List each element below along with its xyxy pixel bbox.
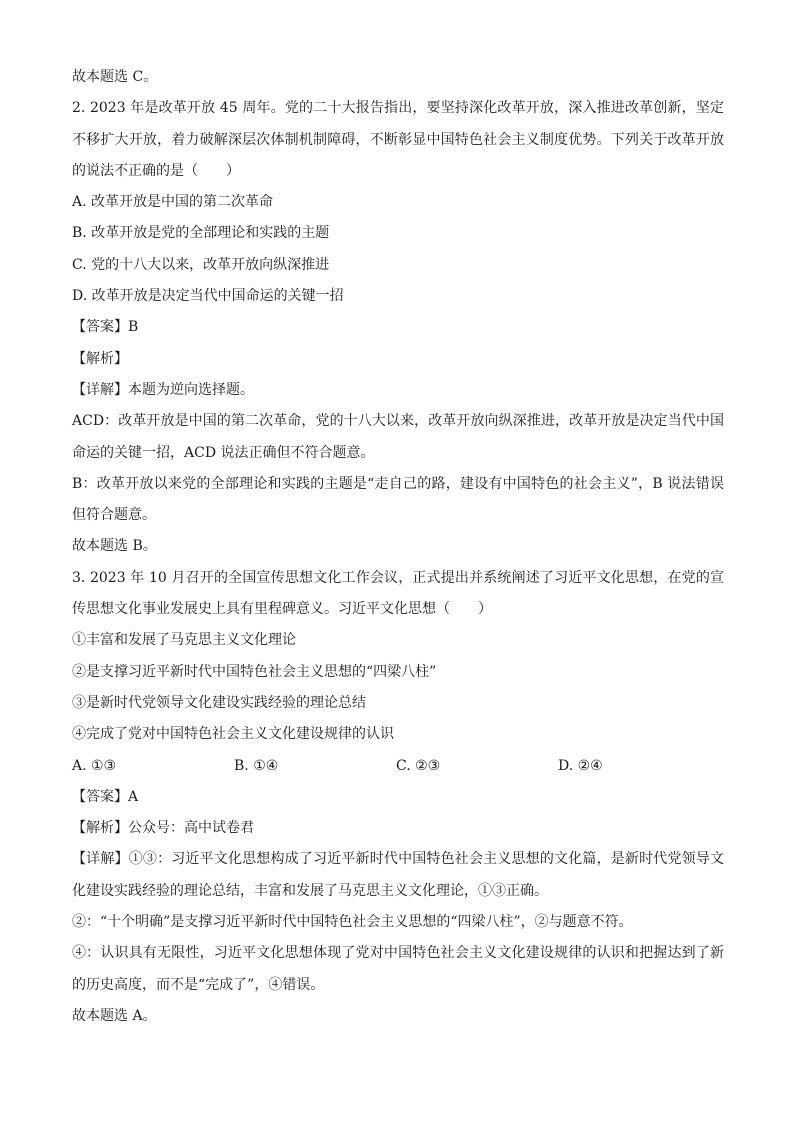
q2-answer: 【答案】B	[72, 319, 139, 336]
q3-detail-13: 【详解】①③：习近平文化思想构成了习近平新时代中国特色社会主义思想的文化篇，是新时代党领导文化建设实践经验的理论总结，丰富和发展了马克思主义文化理论，①③正确。	[72, 851, 724, 899]
q2-stem: 2. 2023 年是改革开放 45 周年。党的二十大报告指出，要坚持深化改革开放，深入推进改革创新，坚定不移扩大开放，着力破解深层次体制机制障碍，不断彰显中国特色社会主义制度优势。下列关于改革开放的说法不正确的是（ ）	[72, 100, 724, 179]
q3-stem: 3. 2023 年 10 月召开的全国宣传思想文化工作会议，正式提出并系统阐述了习近平文化思想，在党的宣传思想文化事业发展史上具有里程碑意义。习近平文化思想（ ）	[72, 569, 724, 618]
q3-analysis-label: 【解析】公众号：高中试卷君	[72, 820, 254, 837]
q2-option-b: B. 改革开放是党的全部理论和实践的主题	[72, 225, 330, 242]
q3-detail-2: ②：“十个明确”是支撑习近平新时代中国特色社会主义思想的“四梁八柱”，②与题意不符。	[72, 914, 633, 931]
q3-options	[72, 751, 724, 782]
q1-conclusion: 故本题选 C。	[72, 69, 158, 85]
q2-option-a: A. 改革开放是中国的第二次革命	[72, 194, 274, 211]
q3-detail-4: ④：认识具有无限性，习近平文化思想体现了党对中国特色社会主义文化建设规律的认识和把握达到了新的历史高度，而不是“完成了”，④错误。	[72, 945, 724, 993]
q2-detail-b: B：改革开放以来党的全部理论和实践的主题是“走自己的路，建设有中国特色的社会主义”，B 说法错误但符合题意。	[72, 475, 724, 524]
q3-option-b: B. ①④	[234, 757, 279, 774]
q2-analysis-label: 【解析】	[72, 350, 128, 367]
q3-statement-3: ③是新时代党领导文化建设实践经验的理论总结	[72, 694, 366, 711]
q3-statement-2: ②是支撑习近平新时代中国特色社会主义思想的“四梁八柱”	[72, 663, 437, 680]
q2-detail-intro: 【详解】本题为逆向选择题。	[72, 381, 254, 398]
q2-option-d: D. 改革开放是决定当代中国命运的关键一招	[72, 288, 344, 305]
q3-statement-4: ④完成了党对中国特色社会主义文化建设规律的认识	[72, 726, 394, 743]
q3-option-c: C. ②③	[396, 757, 441, 774]
q3-statement-1: ①丰富和发展了马克思主义文化理论	[72, 632, 296, 649]
q2-option-c: C. 党的十八大以来，改革开放向纵深推进	[72, 256, 330, 273]
document-page	[72, 62, 724, 1032]
q2-conclusion: 故本题选 B。	[72, 538, 157, 555]
q3-answer: 【答案】A	[72, 788, 139, 805]
q2-detail-acd: ACD：改革开放是中国的第二次革命，党的十八大以来，改革开放向纵深推进，改革开放是决定当代中国命运的关键一招，ACD 说法正确但不符合题意。	[72, 413, 724, 461]
q3-conclusion: 故本题选 A。	[72, 1007, 157, 1024]
q3-option-d: D. ②④	[558, 757, 603, 774]
q3-option-a: A. ①③	[72, 757, 117, 774]
